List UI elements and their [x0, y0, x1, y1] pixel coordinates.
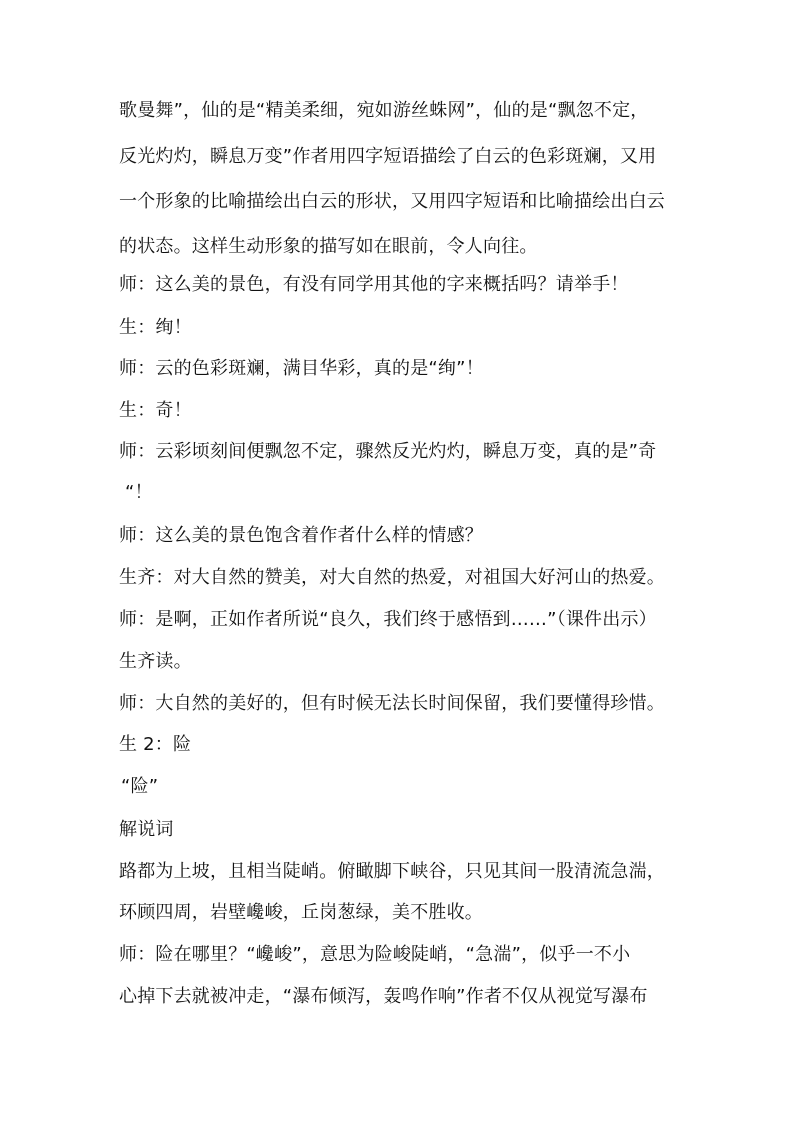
dialogue-line: 师：是啊，正如作者所说“良久，我们终于感悟到……”（课件出示） [119, 609, 657, 630]
quoted-word: “险” [121, 776, 159, 797]
dialogue-line: 师：这么美的景色，有没有同学用其他的字来概括吗？请举手！ [119, 274, 629, 295]
dialogue-line: 生 2：险 [119, 734, 192, 755]
dialogue-line: 师：大自然的美好的，但有时候无法长时间保留，我们要懂得珍惜。 [119, 693, 665, 714]
dialogue-line: 师：云彩顷刻间便飘忽不定，骤然反光灼灼，瞬息万变，真的是”奇 [119, 441, 657, 462]
dialogue-line: 生齐读。 [119, 651, 192, 672]
paragraph-line: 的状态。这样生动形象的描写如在眼前，令人向往。 [119, 236, 538, 257]
dialogue-line: 心掉下去就被冲走，“瀑布倾泻，轰鸣作响”作者不仅从视觉写瀑布 [119, 986, 648, 1007]
paragraph-line: 反光灼灼，瞬息万变”作者用四字短语描绘了白云的色彩斑斓，又用 [119, 146, 657, 167]
dialogue-line: “！ [125, 482, 153, 503]
dialogue-line: 师：云的色彩斑斓，满目华彩，真的是“绚”！ [119, 358, 484, 379]
dialogue-line: 生：绚！ [119, 317, 192, 338]
dialogue-line: 师：险在哪里？“巉峻”，意思为险峻陡峭，“急湍”，似乎一不小 [119, 944, 631, 965]
paragraph-line: 路都为上坡，且相当陡峭。俯瞰脚下峡谷，只见其间一股清流急湍， [119, 861, 665, 882]
paragraph-line: 环顾四周，岩壁巉峻，丘岗葱绿，美不胜收。 [119, 902, 483, 923]
dialogue-line: 生：奇！ [119, 400, 192, 421]
paragraph-line: 一个形象的比喻描绘出白云的形状，又用四字短语和比喻描绘出白云 [119, 191, 665, 212]
section-label: 解说词 [119, 819, 174, 840]
paragraph-line: 歌曼舞”，仙的是“精美柔细，宛如游丝蛛网”，仙的是“飘忽不定， [119, 100, 649, 121]
dialogue-line: 师：这么美的景色饱含着作者什么样的情感？ [119, 525, 483, 546]
dialogue-line: 生齐：对大自然的赞美，对大自然的热爱，对祖国大好河山的热爱。 [119, 567, 665, 588]
